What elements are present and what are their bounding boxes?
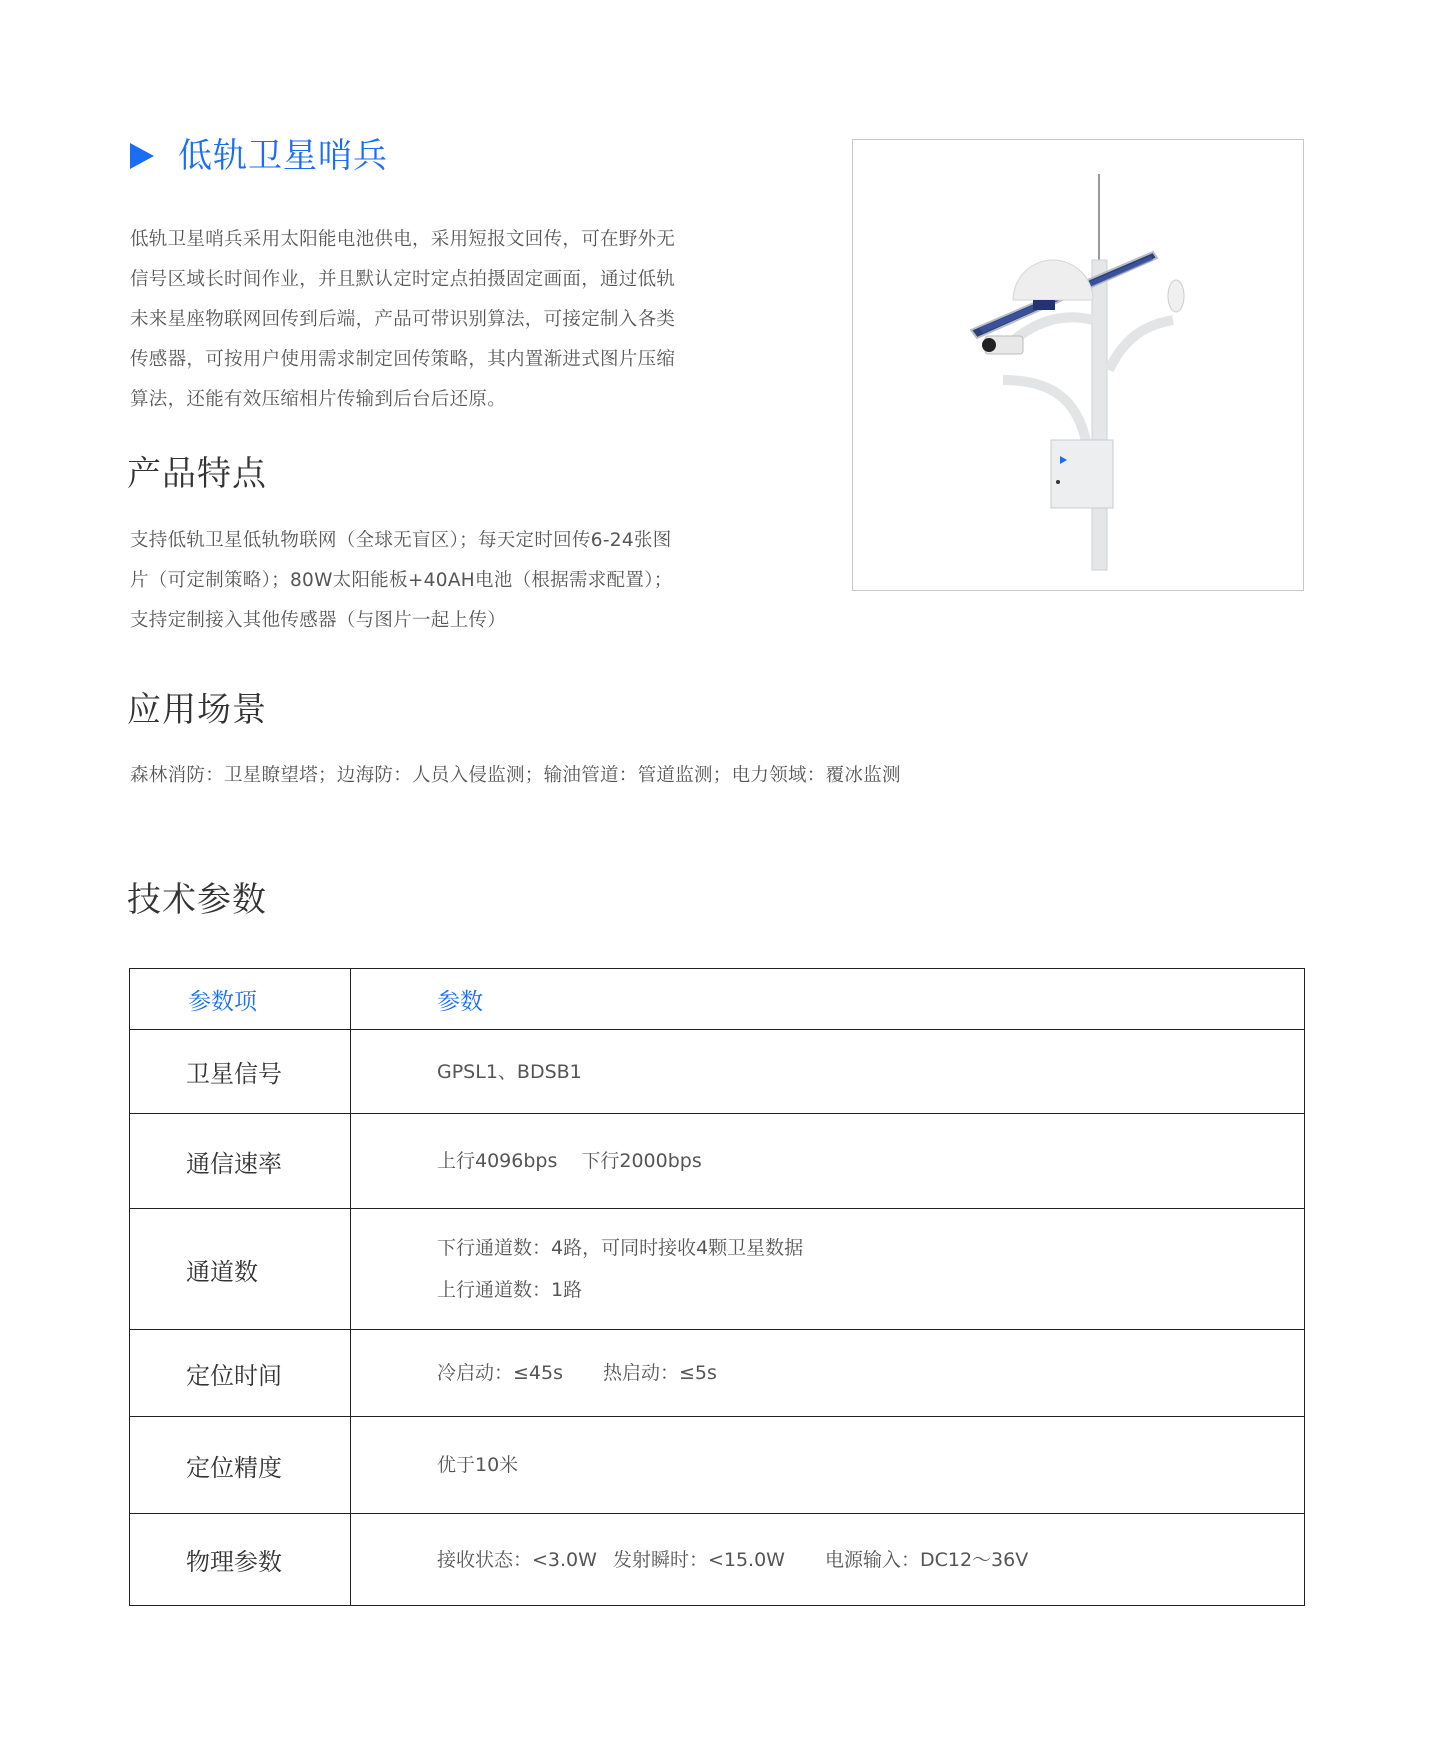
spec-value bbox=[351, 1209, 1305, 1330]
feature-line: 片（可定制策略）；80W太阳能板+40AH电池（根据需求配置）； bbox=[130, 570, 673, 591]
table-row bbox=[130, 1330, 1305, 1417]
spec-value-line: 上行通道数：1路 bbox=[437, 1279, 583, 1301]
features-heading: 产品特点 bbox=[127, 454, 267, 494]
description-line: 传感器，可按用户使用需求制定回传策略，其内置渐进式图片压缩 bbox=[130, 349, 676, 370]
specs-table bbox=[129, 968, 1305, 1606]
spec-value bbox=[351, 1114, 1305, 1209]
spec-value-part: 电源输入：DC12～36V bbox=[824, 1548, 1029, 1571]
spec-key: 通道数 bbox=[130, 1209, 351, 1330]
description-line: 信号区域长时间作业，并且默认定时定点拍摄固定画面，通过低轨 bbox=[130, 269, 676, 290]
product-description bbox=[130, 220, 740, 420]
spec-value bbox=[351, 1514, 1305, 1606]
table-row bbox=[130, 1114, 1305, 1209]
table-row bbox=[130, 1417, 1305, 1514]
spec-key: 定位精度 bbox=[130, 1417, 351, 1514]
spec-value-part: 上行4096bps bbox=[437, 1150, 558, 1172]
spec-key: 定位时间 bbox=[130, 1330, 351, 1417]
product-image-frame bbox=[852, 139, 1304, 591]
feature-line: 支持低轨卫星低轨物联网（全球无盲区）；每天定时回传6-24张图 bbox=[130, 530, 672, 551]
product-title: 低轨卫星哨兵 bbox=[178, 136, 388, 176]
column-header-key: 参数项 bbox=[130, 969, 351, 1030]
column-header-value: 参数 bbox=[351, 969, 1305, 1030]
spec-value-part: 接收状态：<3.0W bbox=[437, 1548, 597, 1571]
scenarios-text: 森林消防：卫星瞭望塔；边海防：人员入侵监测；输油管道：管道监测；电力领域：覆冰监测 bbox=[130, 765, 901, 786]
spec-key: 卫星信号 bbox=[130, 1030, 351, 1114]
spec-value-line: 下行通道数：4路，可同时接收4颗卫星数据 bbox=[437, 1237, 804, 1259]
spec-value-part: 冷启动：≤45s bbox=[437, 1362, 563, 1384]
spec-value: GPSL1、BDSB1 bbox=[351, 1030, 1305, 1114]
spec-value-part: 下行2000bps bbox=[581, 1150, 702, 1172]
description-line: 未来星座物联网回传到后端，产品可带识别算法，可接定制入各类 bbox=[130, 309, 676, 330]
product-device-image bbox=[853, 140, 1303, 590]
scenarios-heading: 应用场景 bbox=[127, 690, 267, 730]
feature-line: 支持定制接入其他传感器（与图片一起上传） bbox=[130, 610, 507, 631]
features-text bbox=[130, 521, 740, 641]
spec-value bbox=[351, 1330, 1305, 1417]
spec-key: 通信速率 bbox=[130, 1114, 351, 1209]
spec-value: 优于10米 bbox=[351, 1417, 1305, 1514]
table-row bbox=[130, 1209, 1305, 1330]
specs-heading: 技术参数 bbox=[127, 880, 267, 920]
description-line: 低轨卫星哨兵采用太阳能电池供电，采用短报文回传，可在野外无 bbox=[130, 229, 676, 250]
spec-value-part: 发射瞬时：<15.0W bbox=[612, 1548, 785, 1571]
description-line: 算法，还能有效压缩相片传输到后台后还原。 bbox=[130, 389, 507, 410]
table-header-row bbox=[130, 969, 1305, 1030]
table-row bbox=[130, 1030, 1305, 1114]
table-row bbox=[130, 1514, 1305, 1606]
product-title-row bbox=[130, 134, 388, 178]
play-triangle-icon bbox=[130, 143, 154, 169]
spec-key: 物理参数 bbox=[130, 1514, 351, 1606]
spec-value-part: 热启动：≤5s bbox=[603, 1362, 717, 1384]
